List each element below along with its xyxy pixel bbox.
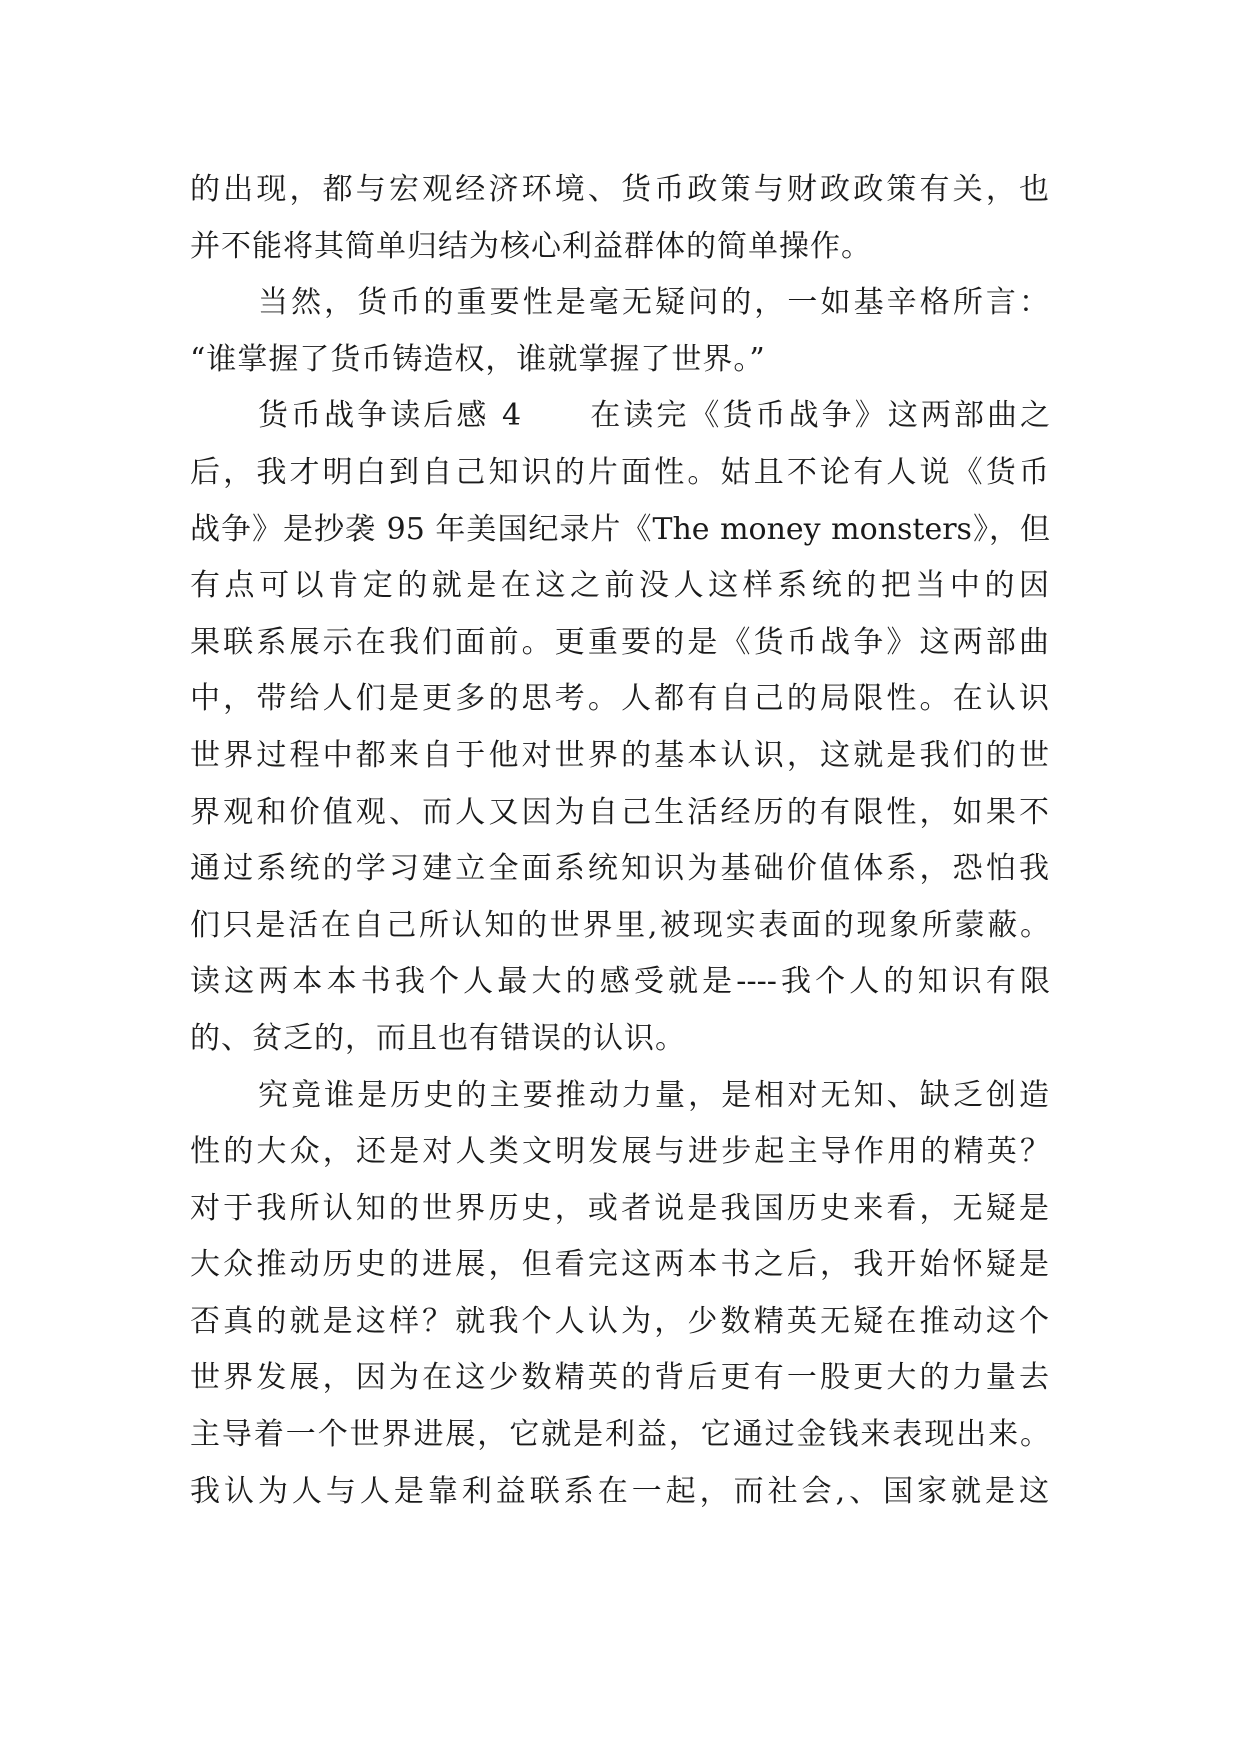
text-line: 战争》是抄袭 95 年美国纪录片《The money monsters》，但: [190, 511, 1050, 547]
text-line: 并不能将其简单归结为核心利益群体的简单操作。: [190, 228, 872, 264]
text-line: 主导着一个世界进展，它就是利益，它通过金钱来表现出来。: [190, 1417, 1050, 1453]
section-heading-line: 货币战争读后感 4 在读完《货币战争》这两部曲之: [258, 398, 1050, 434]
text-line: “谁掌握了货币铸造权，谁就掌握了世界。”: [190, 341, 766, 377]
text-line: 世界发展，因为在这少数精英的背后更有一股更大的力量去: [190, 1360, 1050, 1396]
text-line: 大众推动历史的进展，但看完这两本书之后，我开始怀疑是: [190, 1247, 1050, 1283]
text-line: 否真的就是这样？就我个人认为，少数精英无疑在推动这个: [190, 1303, 1050, 1339]
paragraph-first-line: 究竟谁是历史的主要推动力量，是相对无知、缺乏创造: [258, 1077, 1050, 1113]
paragraph-first-line: 当然，货币的重要性是毫无疑问的，一如基辛格所言：: [258, 285, 1050, 321]
text-line: 界观和价值观、而人又因为自己生活经历的有限性，如果不: [190, 794, 1050, 830]
text-line: 读这两本本书我个人最大的感受就是----我个人的知识有限: [190, 964, 1050, 1000]
text-line: 对于我所认知的世界历史，或者说是我国历史来看，无疑是: [190, 1190, 1050, 1226]
text-line: 通过系统的学习建立全面系统知识为基础价值体系，恐怕我: [190, 851, 1050, 887]
text-line: 中，带给人们是更多的思考。人都有自己的局限性。在认识: [190, 681, 1050, 717]
text-line: 后，我才明白到自己知识的片面性。姑且不论有人说《货币: [190, 454, 1050, 490]
text-line: 果联系展示在我们面前。更重要的是《货币战争》这两部曲: [190, 624, 1050, 660]
text-line: 我认为人与人是靠利益联系在一起，而社会,、国家就是这: [190, 1473, 1050, 1509]
document-body: [190, 162, 1050, 1520]
text-line: 们只是活在自己所认知的世界里,被现实表面的现象所蒙蔽。: [190, 907, 1050, 943]
text-line: 性的大众，还是对人类文明发展与进步起主导作用的精英？: [190, 1134, 1050, 1170]
text-line: 世界过程中都来自于他对世界的基本认识，这就是我们的世: [190, 737, 1050, 773]
text-line: 的出现，都与宏观经济环境、货币政策与财政政策有关，也: [190, 172, 1050, 207]
text-line: 有点可以肯定的就是在这之前没人这样系统的把当中的因: [190, 568, 1050, 604]
text-line: 的、贫乏的，而且也有错误的认识。: [190, 1020, 686, 1056]
